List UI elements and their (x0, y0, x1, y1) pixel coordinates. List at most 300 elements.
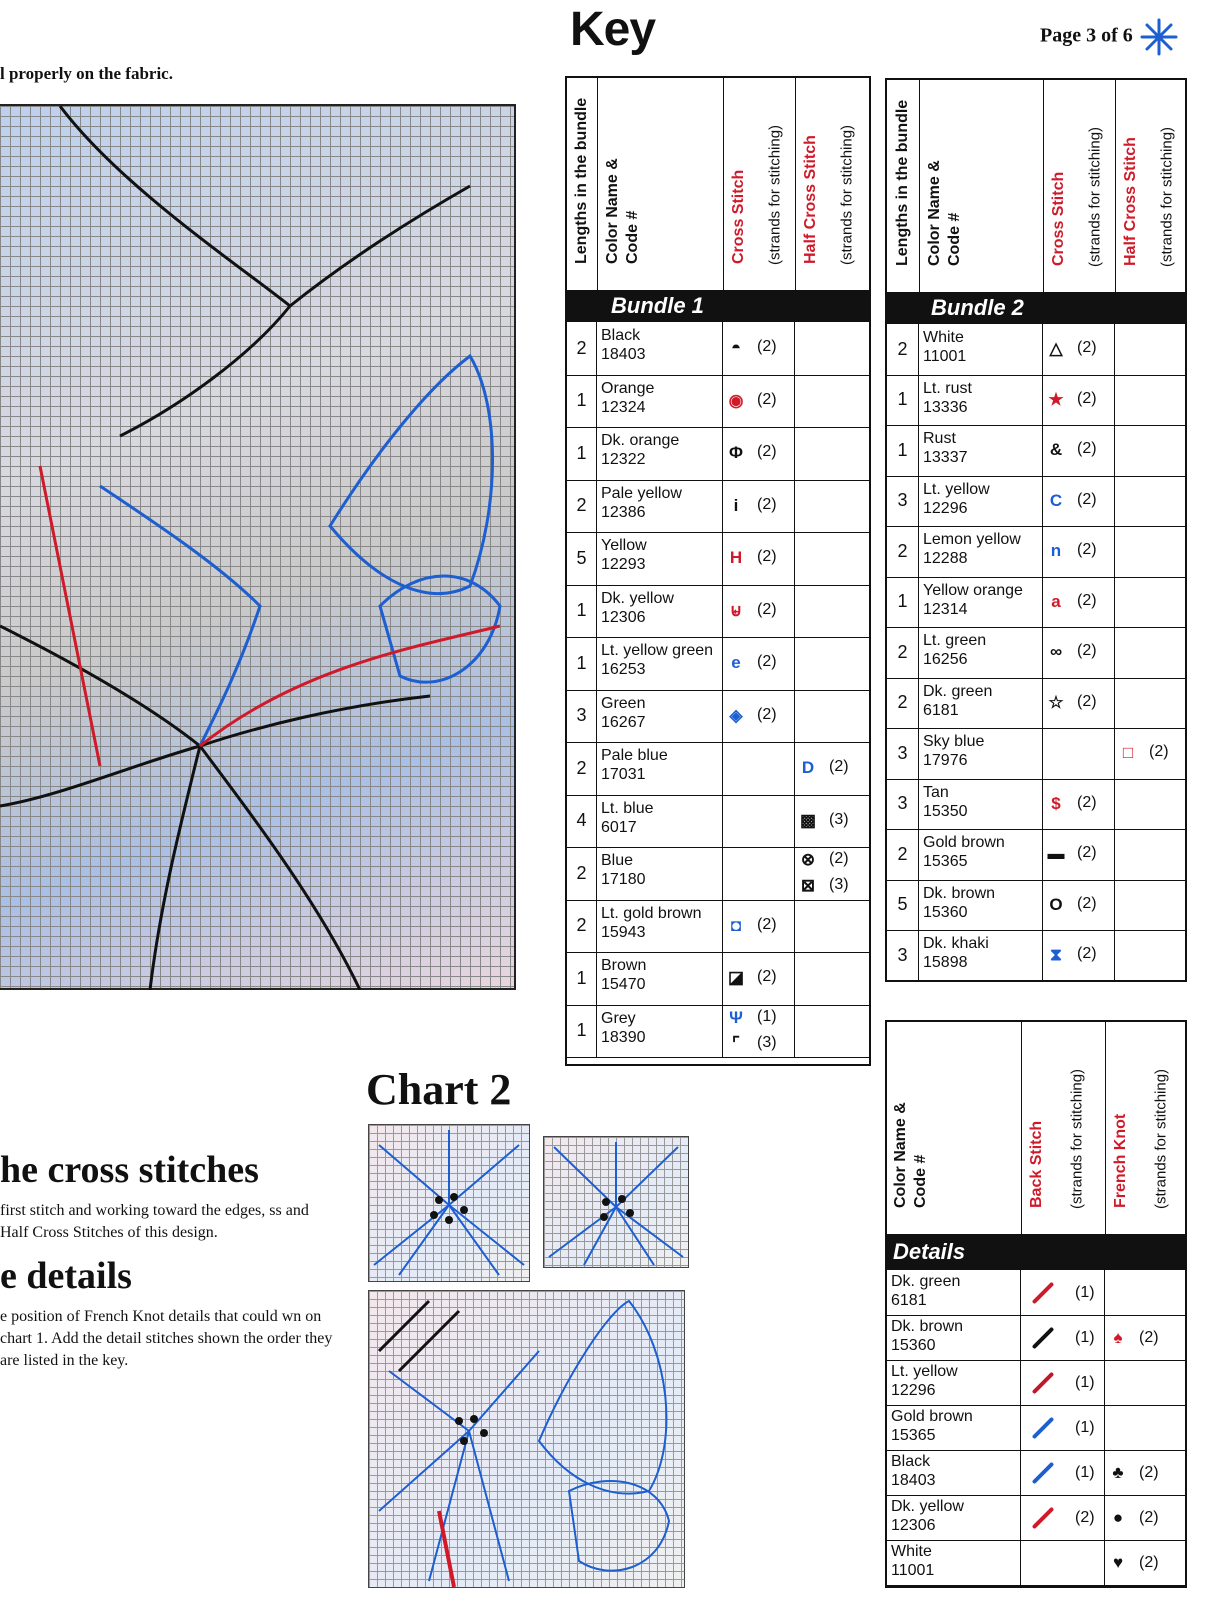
cross-stitch-cell (1043, 930, 1115, 981)
color-name: Dk. green (923, 682, 993, 700)
back-stitch-cell (1021, 1360, 1105, 1405)
color-code: 15365 (891, 1427, 936, 1444)
color-code: 11001 (891, 1562, 935, 1579)
color-name-code (887, 1405, 1021, 1450)
cross-stitch-symbol-icon: C (1049, 490, 1063, 510)
bundle-length: 1 (887, 577, 919, 628)
cross-stitch-symbol-icon: ⊌ (729, 600, 743, 620)
cross-stitch-strands: (2) (757, 653, 777, 671)
french-knot-strands: (2) (1139, 1463, 1159, 1481)
cross-stitch-strands: (2) (757, 915, 777, 933)
cross-stitch-line (723, 548, 777, 568)
header-lengths-label-2: Lengths in the bundle (894, 99, 911, 266)
header-back-strands: (strands for stitching) (1068, 1068, 1086, 1209)
color-name-code (919, 880, 1043, 931)
bundle-length: 5 (887, 880, 919, 931)
bundle2-title: Bundle 2 (887, 292, 1185, 324)
color-name: Tan (923, 783, 949, 801)
cross-stitch-symbol-icon: a (1051, 591, 1061, 611)
french-knot-cell (1105, 1360, 1187, 1405)
cross-stitch-cell (1043, 324, 1115, 375)
half-cross-cell (1115, 425, 1185, 476)
cross-stitch-cell (1043, 375, 1115, 426)
color-name-code (919, 829, 1043, 880)
chart2-section-1-art (369, 1125, 529, 1281)
color-name: Lemon yellow (923, 531, 1021, 548)
header-code-label-2: Code # (946, 212, 963, 266)
cross-stitch-strands: (1) (757, 1007, 777, 1025)
key-title: Key (570, 3, 656, 56)
section-details-heading: e details (0, 1255, 132, 1297)
color-code: 15470 (601, 976, 646, 993)
color-name-code (919, 577, 1043, 628)
half-cross-cell (1115, 627, 1185, 678)
details-row (887, 1540, 1185, 1586)
cross-stitch-strands: (2) (1077, 389, 1097, 407)
chart2-section-3-art (369, 1291, 684, 1587)
half-cross-cell (1115, 930, 1185, 981)
cross-stitch-strands: (2) (757, 600, 777, 618)
color-name-code (887, 1360, 1021, 1405)
cross-stitch-line (723, 443, 777, 463)
key-row (567, 637, 869, 691)
half-cross-cell (1115, 577, 1185, 628)
color-name-code (887, 1495, 1021, 1540)
half-cross-strands: (2) (829, 758, 849, 776)
color-name-code (597, 480, 723, 533)
section-cross-stitches-heading: he cross stitches (0, 1149, 259, 1191)
cross-stitch-cell (1043, 526, 1115, 577)
header-half-cross-label-2: Half Cross Stitch (1122, 137, 1139, 266)
color-code: 15360 (891, 1337, 936, 1354)
key-row (567, 952, 869, 1006)
half-cross-cell (795, 532, 869, 585)
color-name: Dk. green (891, 1273, 961, 1290)
color-code: 15350 (923, 802, 968, 820)
color-name-code (597, 847, 723, 900)
cross-stitch-line (1043, 642, 1097, 662)
color-name: White (891, 1543, 932, 1560)
section-details-text: e position of French Knot details that could wn on chart 1. Add the detail stitches shown the order they are listed in the key. (0, 1308, 333, 1369)
color-code: 16256 (923, 651, 968, 668)
color-name-code (887, 1315, 1021, 1360)
color-code: 12322 (601, 451, 646, 468)
back-stitch-cell (1021, 1270, 1105, 1315)
header-lengths-2 (887, 80, 920, 292)
cross-stitch-cell (723, 847, 795, 900)
cross-stitch-strands: (2) (1077, 844, 1097, 862)
cross-stitch-line (723, 653, 777, 673)
cross-stitch-strands: (2) (1077, 339, 1097, 357)
half-cross-cell (1115, 728, 1185, 779)
half-cross-cell (1115, 375, 1185, 426)
color-name: Lt. green (923, 632, 987, 649)
color-name: Black (601, 327, 641, 344)
cross-stitch-strands: (2) (757, 390, 777, 408)
bundle2-header-row (887, 80, 1185, 293)
color-code: 15360 (923, 903, 968, 921)
color-code: 13336 (923, 398, 968, 416)
cross-stitch-line (723, 968, 777, 988)
cross-stitch-strands: (2) (1077, 440, 1097, 458)
header-half-cross (795, 78, 871, 290)
cross-stitch-cell (1043, 577, 1115, 628)
header-half-cross-2 (1115, 80, 1187, 292)
half-cross-cell (795, 847, 869, 900)
color-name-code (597, 952, 723, 1005)
key-row (887, 728, 1185, 780)
key-row (887, 880, 1185, 932)
chart2-section-1 (368, 1124, 530, 1282)
bundle-length: 1 (567, 427, 597, 480)
cross-stitch-cell (723, 795, 795, 848)
cross-stitch-symbol-icon: n (1050, 541, 1062, 561)
cross-stitch-line (723, 391, 777, 411)
cross-stitch-strands: (3) (757, 1033, 777, 1051)
cross-stitch-cell (723, 742, 795, 795)
bundle-length: 2 (567, 322, 597, 375)
details-row (887, 1270, 1185, 1316)
key-row (567, 480, 869, 534)
color-name: Lt. yellow (891, 1363, 958, 1380)
header-cross-strands: (strands for stitching) (766, 124, 784, 265)
header-lengths (567, 78, 598, 290)
cross-stitch-line (723, 1008, 777, 1028)
cross-stitch-line (1043, 390, 1097, 410)
key-row (887, 425, 1185, 477)
bundle-length: 1 (567, 375, 597, 428)
half-cross-cell (1115, 324, 1185, 375)
back-stitch-cell (1021, 1450, 1105, 1495)
bundle-length: 1 (887, 425, 919, 476)
key-row (887, 829, 1185, 881)
cross-stitch-cell (723, 322, 795, 375)
page-number-text: Page 3 of 6 (1040, 24, 1133, 47)
cross-stitch-strands: (2) (1077, 894, 1097, 912)
key-row (887, 678, 1185, 730)
details-title: Details (887, 1234, 1185, 1270)
cross-stitch-cell (1043, 880, 1115, 931)
half-cross-cell (795, 322, 869, 375)
half-cross-strands: (2) (1149, 743, 1169, 761)
color-name-code (597, 532, 723, 585)
header-cross-stitch-label: Cross Stitch (730, 169, 747, 264)
header-cross-strands-2: (strands for stitching) (1086, 126, 1104, 267)
cross-stitch-strands: (2) (1077, 945, 1097, 963)
color-name: Dk. yellow (891, 1498, 964, 1515)
bundle2-key-table (885, 78, 1187, 982)
header-half-strands-2: (strands for stitching) (1158, 126, 1176, 267)
color-name-code (597, 742, 723, 795)
details-row (887, 1495, 1185, 1541)
color-name: Yellow orange (923, 581, 1023, 599)
bundle-length: 1 (887, 375, 919, 426)
french-knot-cell (1105, 1540, 1187, 1585)
color-code: 12293 (601, 556, 646, 573)
back-stitch-line-icon (1032, 1281, 1055, 1304)
color-name-code (597, 375, 723, 428)
color-name-code (597, 690, 723, 743)
color-code: 13337 (923, 449, 968, 466)
cross-stitch-strands: (2) (757, 705, 777, 723)
back-stitch-cell (1021, 1495, 1105, 1540)
key-row (887, 577, 1185, 629)
back-stitch-strands: (1) (1075, 1463, 1095, 1481)
half-cross-cell (795, 637, 869, 690)
color-code: 12306 (891, 1517, 936, 1534)
bundle-length: 2 (887, 526, 919, 577)
color-code: 12324 (601, 398, 646, 416)
french-knot-strands: (2) (1139, 1508, 1159, 1526)
key-row (887, 324, 1185, 376)
cross-stitch-cell (1043, 476, 1115, 527)
half-cross-cell (795, 952, 869, 1005)
half-cross-cell (1115, 779, 1185, 830)
color-name: Lt. rust (923, 379, 972, 397)
color-name: Dk. brown (891, 1318, 964, 1335)
cross-stitch-cell (723, 900, 795, 953)
color-name-code (919, 728, 1043, 779)
bundle-length: 2 (567, 900, 597, 953)
cross-stitch-cell (723, 427, 795, 480)
half-cross-cell (795, 427, 869, 480)
cross-stitch-symbol-icon: e (731, 653, 741, 673)
color-code: 11001 (923, 348, 967, 365)
half-cross-cell (795, 742, 869, 795)
key-row (887, 779, 1185, 831)
french-knot-cell (1105, 1315, 1187, 1360)
color-code: 18403 (891, 1472, 936, 1489)
chart2-section-3 (368, 1290, 685, 1588)
header-knot-strands: (strands for stitching) (1152, 1068, 1170, 1209)
header-back-stitch-label: Back Stitch (1028, 1120, 1045, 1208)
bundle-length: 1 (567, 585, 597, 638)
color-name: Lt. yellow green (601, 642, 714, 659)
back-stitch-line-icon (1032, 1461, 1055, 1484)
cross-stitch-strands: (2) (1077, 642, 1097, 660)
cross-stitch-symbol-icon: i (733, 495, 739, 515)
bundle-length: 2 (887, 678, 919, 729)
cross-stitch-symbol-icon: △ (1049, 339, 1063, 359)
color-name: Gold brown (923, 834, 1005, 851)
cross-stitch-strands: (2) (757, 338, 777, 356)
half-cross-cell (795, 900, 869, 953)
back-stitch-strands: (1) (1075, 1373, 1095, 1391)
half-cross-cell (1115, 880, 1185, 931)
bundle-length: 2 (567, 480, 597, 533)
color-code: 16267 (601, 713, 646, 731)
color-name: Lt. blue (601, 799, 654, 817)
header-color-name-label: Color Name & (604, 158, 621, 264)
cross-stitch-symbol-icon: ◈ (729, 705, 743, 725)
cross-stitch-line (1043, 945, 1097, 965)
half-cross-cell (795, 1005, 869, 1058)
color-name-code (919, 375, 1043, 426)
half-cross-cell (1115, 678, 1185, 729)
half-cross-cell (1115, 829, 1185, 880)
key-row (887, 476, 1185, 528)
color-name-code (919, 324, 1043, 375)
snowflake-icon (1140, 18, 1178, 56)
cross-stitch-line (723, 706, 777, 726)
color-name: Brown (601, 957, 647, 974)
color-name-code (597, 637, 723, 690)
cross-stitch-line (1043, 491, 1097, 511)
back-stitch-line-icon (1032, 1326, 1055, 1349)
bundle-length: 2 (567, 847, 597, 900)
bundle-length: 3 (887, 930, 919, 981)
color-code: 6017 (601, 818, 637, 836)
color-name-code (919, 930, 1043, 981)
cross-stitch-cell (1043, 678, 1115, 729)
color-name: Black (891, 1453, 931, 1470)
cross-stitch-cell (1043, 627, 1115, 678)
cross-stitch-symbol-icon: $ (1051, 793, 1061, 813)
key-row (567, 900, 869, 954)
details-row (887, 1315, 1185, 1361)
details-header-row (887, 1022, 1185, 1235)
header-half-cross-label: Half Cross Stitch (802, 135, 819, 264)
half-cross-line (795, 758, 849, 778)
cross-stitch-symbol-icon: ⌜ (732, 1033, 740, 1053)
header-cross-stitch-2 (1043, 80, 1116, 292)
color-code: 17031 (601, 766, 646, 783)
bundle1-header-row (567, 78, 869, 291)
half-cross-symbol-icon: D (801, 758, 815, 778)
back-stitch-line-icon (1032, 1416, 1055, 1439)
color-code: 12296 (891, 1382, 936, 1399)
color-name: Dk. orange (601, 432, 680, 449)
chart2-section-2-art (544, 1137, 688, 1267)
cross-stitch-strands: (2) (1077, 793, 1097, 811)
bundle-length: 2 (887, 627, 919, 678)
cross-stitch-strands: (2) (1077, 490, 1097, 508)
color-name-code (919, 678, 1043, 729)
color-code: 15365 (923, 853, 968, 870)
header-color-name-label-2: Color Name & (926, 160, 943, 266)
cross-stitch-strands: (2) (757, 548, 777, 566)
bundle-length: 3 (567, 690, 597, 743)
color-name: Yellow (601, 537, 647, 554)
color-name-code (887, 1270, 1021, 1315)
color-name: Pale blue (601, 747, 668, 764)
color-code: 6181 (891, 1292, 927, 1309)
cross-stitch-line (723, 338, 777, 358)
cross-stitch-line (1043, 844, 1097, 864)
french-knot-cell (1105, 1405, 1187, 1450)
half-cross-cell (795, 585, 869, 638)
color-name: Orange (601, 379, 655, 397)
cross-stitch-symbol-icon: ◪ (727, 968, 745, 988)
chart2-section-2 (543, 1136, 689, 1268)
color-code: 12306 (601, 608, 646, 626)
key-row (567, 742, 869, 796)
color-code: 12386 (601, 503, 646, 521)
color-name-code (887, 1540, 1021, 1585)
color-name-code (597, 1005, 723, 1058)
french-knot-strands: (2) (1139, 1328, 1159, 1346)
cross-stitch-symbol-icon: Φ (729, 443, 743, 463)
chart2-title: Chart 2 (366, 1065, 512, 1114)
cross-stitch-symbol-icon: ◉ (728, 390, 744, 410)
color-name: Rust (923, 430, 956, 447)
cross-stitch-strands: (2) (757, 495, 777, 513)
cross-stitch-line (1043, 794, 1097, 814)
half-cross-strands: (2) (829, 850, 849, 868)
key-row (887, 627, 1185, 679)
cross-stitch-strands: (2) (1077, 541, 1097, 559)
key-row (887, 930, 1185, 982)
half-cross-cell (795, 480, 869, 533)
header-cross-stitch-label-2: Cross Stitch (1050, 171, 1067, 266)
details-row (887, 1450, 1185, 1496)
color-name-code (919, 779, 1043, 830)
key-row (567, 690, 869, 744)
details-row (887, 1405, 1185, 1451)
bundle1-key-table (565, 76, 871, 1066)
cross-stitch-symbol-icon: ☆ (1048, 692, 1064, 712)
color-name-code (597, 900, 723, 953)
page-number (1040, 18, 1178, 56)
half-cross-cell (795, 375, 869, 428)
bundle-length: 3 (887, 476, 919, 527)
bundle-length: 2 (887, 829, 919, 880)
cross-stitch-symbol-icon: ∞ (1049, 642, 1063, 662)
color-name-code (597, 322, 723, 375)
cross-stitch-line (1043, 541, 1097, 561)
color-name-code (919, 627, 1043, 678)
cross-stitch-cell (1043, 829, 1115, 880)
details-row (887, 1360, 1185, 1406)
cross-stitch-symbol-icon: ★ (1048, 389, 1064, 409)
header-lengths-label: Lengths in the bundle (573, 97, 590, 264)
cross-stitch-symbol-icon: ◓ (730, 338, 742, 358)
cross-stitch-cell (723, 480, 795, 533)
bundle-length: 2 (887, 324, 919, 375)
bundle-length: 1 (567, 952, 597, 1005)
cross-stitch-cell (723, 690, 795, 743)
cross-stitch-line (723, 916, 777, 936)
header-details-code-label: Code # (912, 1154, 929, 1208)
back-stitch-line-icon (1032, 1506, 1055, 1529)
cross-stitch-symbol-icon: ◘ (730, 915, 742, 935)
cross-stitch-cell (723, 952, 795, 1005)
half-cross-strands: (3) (829, 810, 849, 828)
cross-stitch-symbol-icon: Ψ (729, 1007, 743, 1027)
french-knot-symbol-icon: ♥ (1112, 1552, 1124, 1572)
color-code: 16253 (601, 661, 646, 678)
header-color-name (597, 78, 724, 290)
bundle-length: 5 (567, 532, 597, 585)
header-details-color-label: Color Name & (892, 1102, 909, 1208)
cross-stitch-symbol-icon: ▬ (1047, 844, 1065, 864)
key-row (567, 1005, 869, 1059)
french-knot-symbol-icon: ● (1112, 1507, 1124, 1527)
cross-stitch-line (1043, 440, 1097, 460)
color-code: 17180 (601, 871, 646, 888)
color-name-code (919, 425, 1043, 476)
back-stitch-cell (1021, 1540, 1105, 1585)
back-stitch-strands: (1) (1075, 1283, 1095, 1301)
bundle-length: 2 (567, 742, 597, 795)
cross-stitch-line (723, 601, 777, 621)
color-code: 15898 (923, 954, 968, 971)
color-name: Sky blue (923, 733, 985, 750)
cross-stitch-line (723, 496, 777, 516)
half-cross-line (795, 850, 849, 870)
header-cross-stitch (723, 78, 796, 290)
back-stitch-strands: (2) (1075, 1508, 1095, 1526)
